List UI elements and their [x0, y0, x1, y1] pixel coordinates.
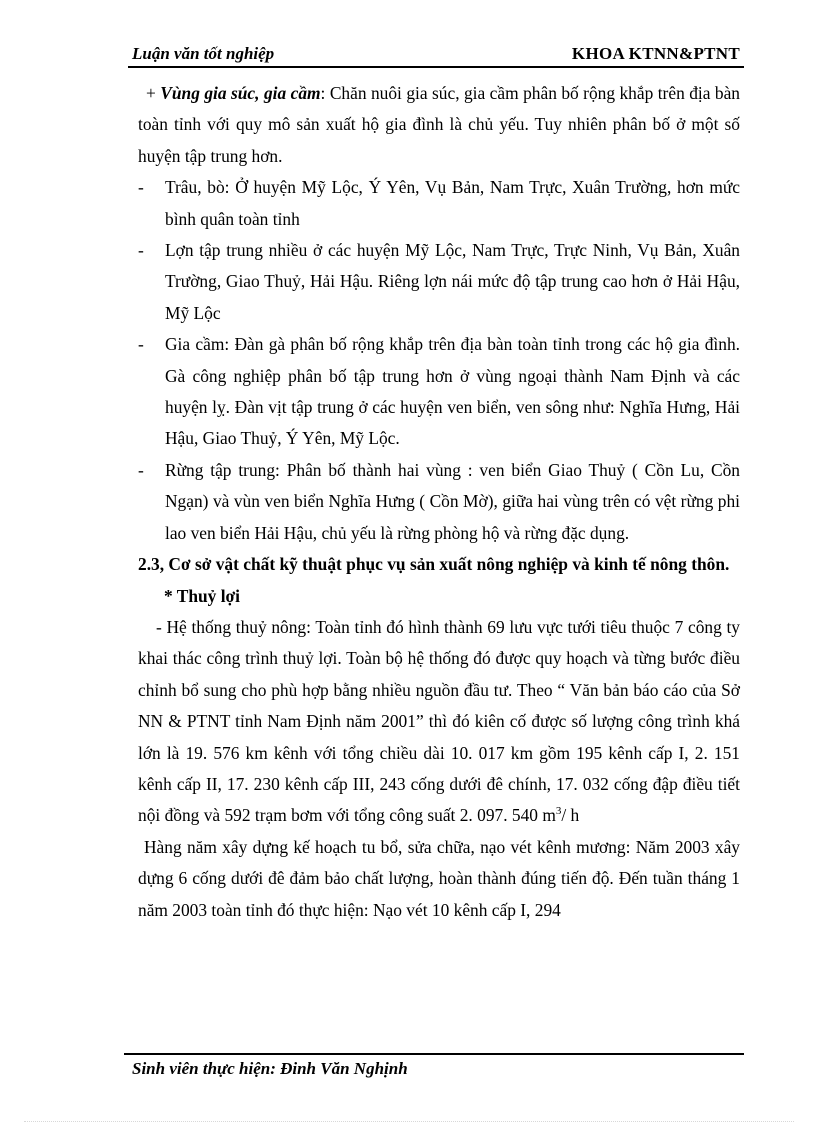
bullet-dash: - — [138, 334, 144, 355]
section-heading: 2.3, Cơ sở vật chất kỹ thuật phục vụ sản xuất nông nghiệp và kinh tế nông thôn. — [138, 554, 730, 575]
header-faculty-label: KHOA KTNN&PTNT — [571, 44, 740, 63]
page-edge-divider — [24, 1121, 794, 1122]
footer-student-label: Sinh viên thực hiện: Đinh Văn Nghịnh — [132, 1059, 408, 1078]
irrigation-paragraph — [138, 612, 740, 832]
bullet-dash: - — [138, 240, 144, 261]
bullet-item-poultry — [138, 329, 740, 455]
unit-superscript: 3 — [555, 805, 562, 818]
annual-maintenance-paragraph: Hàng năm xây dựng kế hoạch tu bổ, sửa chữa, nạo vét kênh mương: Năm 2003 xây dựng 6 cống dưới đê đảm bảo chất lượng, hoàn thành đúng tiến độ. Đến tuần tháng 1 năm 2003 toàn tỉnh đó thực hiện: Nạo vét 10 kênh cấp I, 294 — [138, 836, 740, 920]
irrigation-text: - Hệ thống thuỷ nông: Toàn tỉnh đó hình thành 69 lưu vực tưới tiêu thuộc 7 công ty khai thác công trình thuỷ lợi. Toàn bộ hệ thống đó được quy hoạch và từng bước điều chỉnh bổ sung cho phù hợp bằng nhiều nguồn đầu tư. Theo “ Văn bản báo cáo của Sở NN & PTNT tỉnh Nam Định năm 2001” thì đó kiên cố được số lượng công trình khá lớn là 19. 576 km kênh với tổng chiều dài 10. 017 km gồm 195 kênh cấp I, 2. 151 kênh cấp II, 17. 230 kênh cấp III, 243 cống dưới đê chính, 17. 032 cống đập điều tiết nội đồng và 592 trạm bơm với tổng công suất 2. 097. 540 m — [138, 616, 740, 826]
bullet-item-forest — [138, 455, 740, 549]
bullet-item-cattle — [138, 172, 740, 235]
header-thesis-label: Luận văn tốt nghiệp — [132, 44, 275, 63]
page-footer — [124, 1053, 744, 1078]
bullet-text: Rừng tập trung: Phân bố thành hai vùng : ven biển Giao Thuỷ ( Cồn Lu, Cồn Ngạn) và vùn ven biển Nghĩa Hưng ( Cồn Mờ), giữa hai vùng trên có vệt rừng phi lao ven biển Hải Hậu, chủ yếu là rừng phòng hộ và rừng đặc dụng. — [165, 459, 740, 543]
bullet-text: Lợn tập trung nhiều ở các huyện Mỹ Lộc, Nam Trực, Trực Ninh, Vụ Bản, Xuân Trường, Giao Thuỷ, Hải Hậu. Riêng lợn nái mức độ tập trung cao hơn ở Hải Hậu, Mỹ Lộc — [165, 240, 740, 323]
page-body — [138, 78, 740, 926]
bullet-dash: - — [138, 177, 144, 198]
livestock-prefix: + — [146, 83, 161, 103]
bullet-dash: - — [138, 459, 144, 480]
page-header — [128, 44, 744, 68]
livestock-term: Vùng gia súc, gia cầm — [160, 83, 321, 103]
livestock-text: : Chăn nuôi gia súc, gia cầm phân bố rộng khắp trên địa bàn toàn tỉnh với quy mô sản xuất hộ gia đình là chủ yếu. Tuy nhiên phân bố ở một số huyện tập trung hơn. — [138, 83, 740, 166]
bullet-text: Gia cầm: Đàn gà phân bố rộng khắp trên địa bàn toàn tỉnh trong các hộ gia đình. Gà công nghiệp phân bố tập trung hơn ở vùng ngoại thành Nam Định và các huyện lỵ. Đàn vịt tập trung ở các huyện ven biển, ven sông như: Nghĩa Hưng, Hải Hậu, Giao Thuỷ, Ý Yên, Mỹ Lộc. — [165, 334, 740, 449]
bullet-item-pigs — [138, 235, 740, 329]
unit-tail: / h — [561, 805, 580, 826]
livestock-paragraph — [138, 78, 740, 172]
bullet-text: Trâu, bò: Ở huyện Mỹ Lộc, Ý Yên, Vụ Bản, Nam Trực, Xuân Trường, hơn mức bình quân toàn tỉnh — [165, 177, 740, 229]
irrigation-subheading: * Thuỷ lợi — [164, 585, 241, 606]
